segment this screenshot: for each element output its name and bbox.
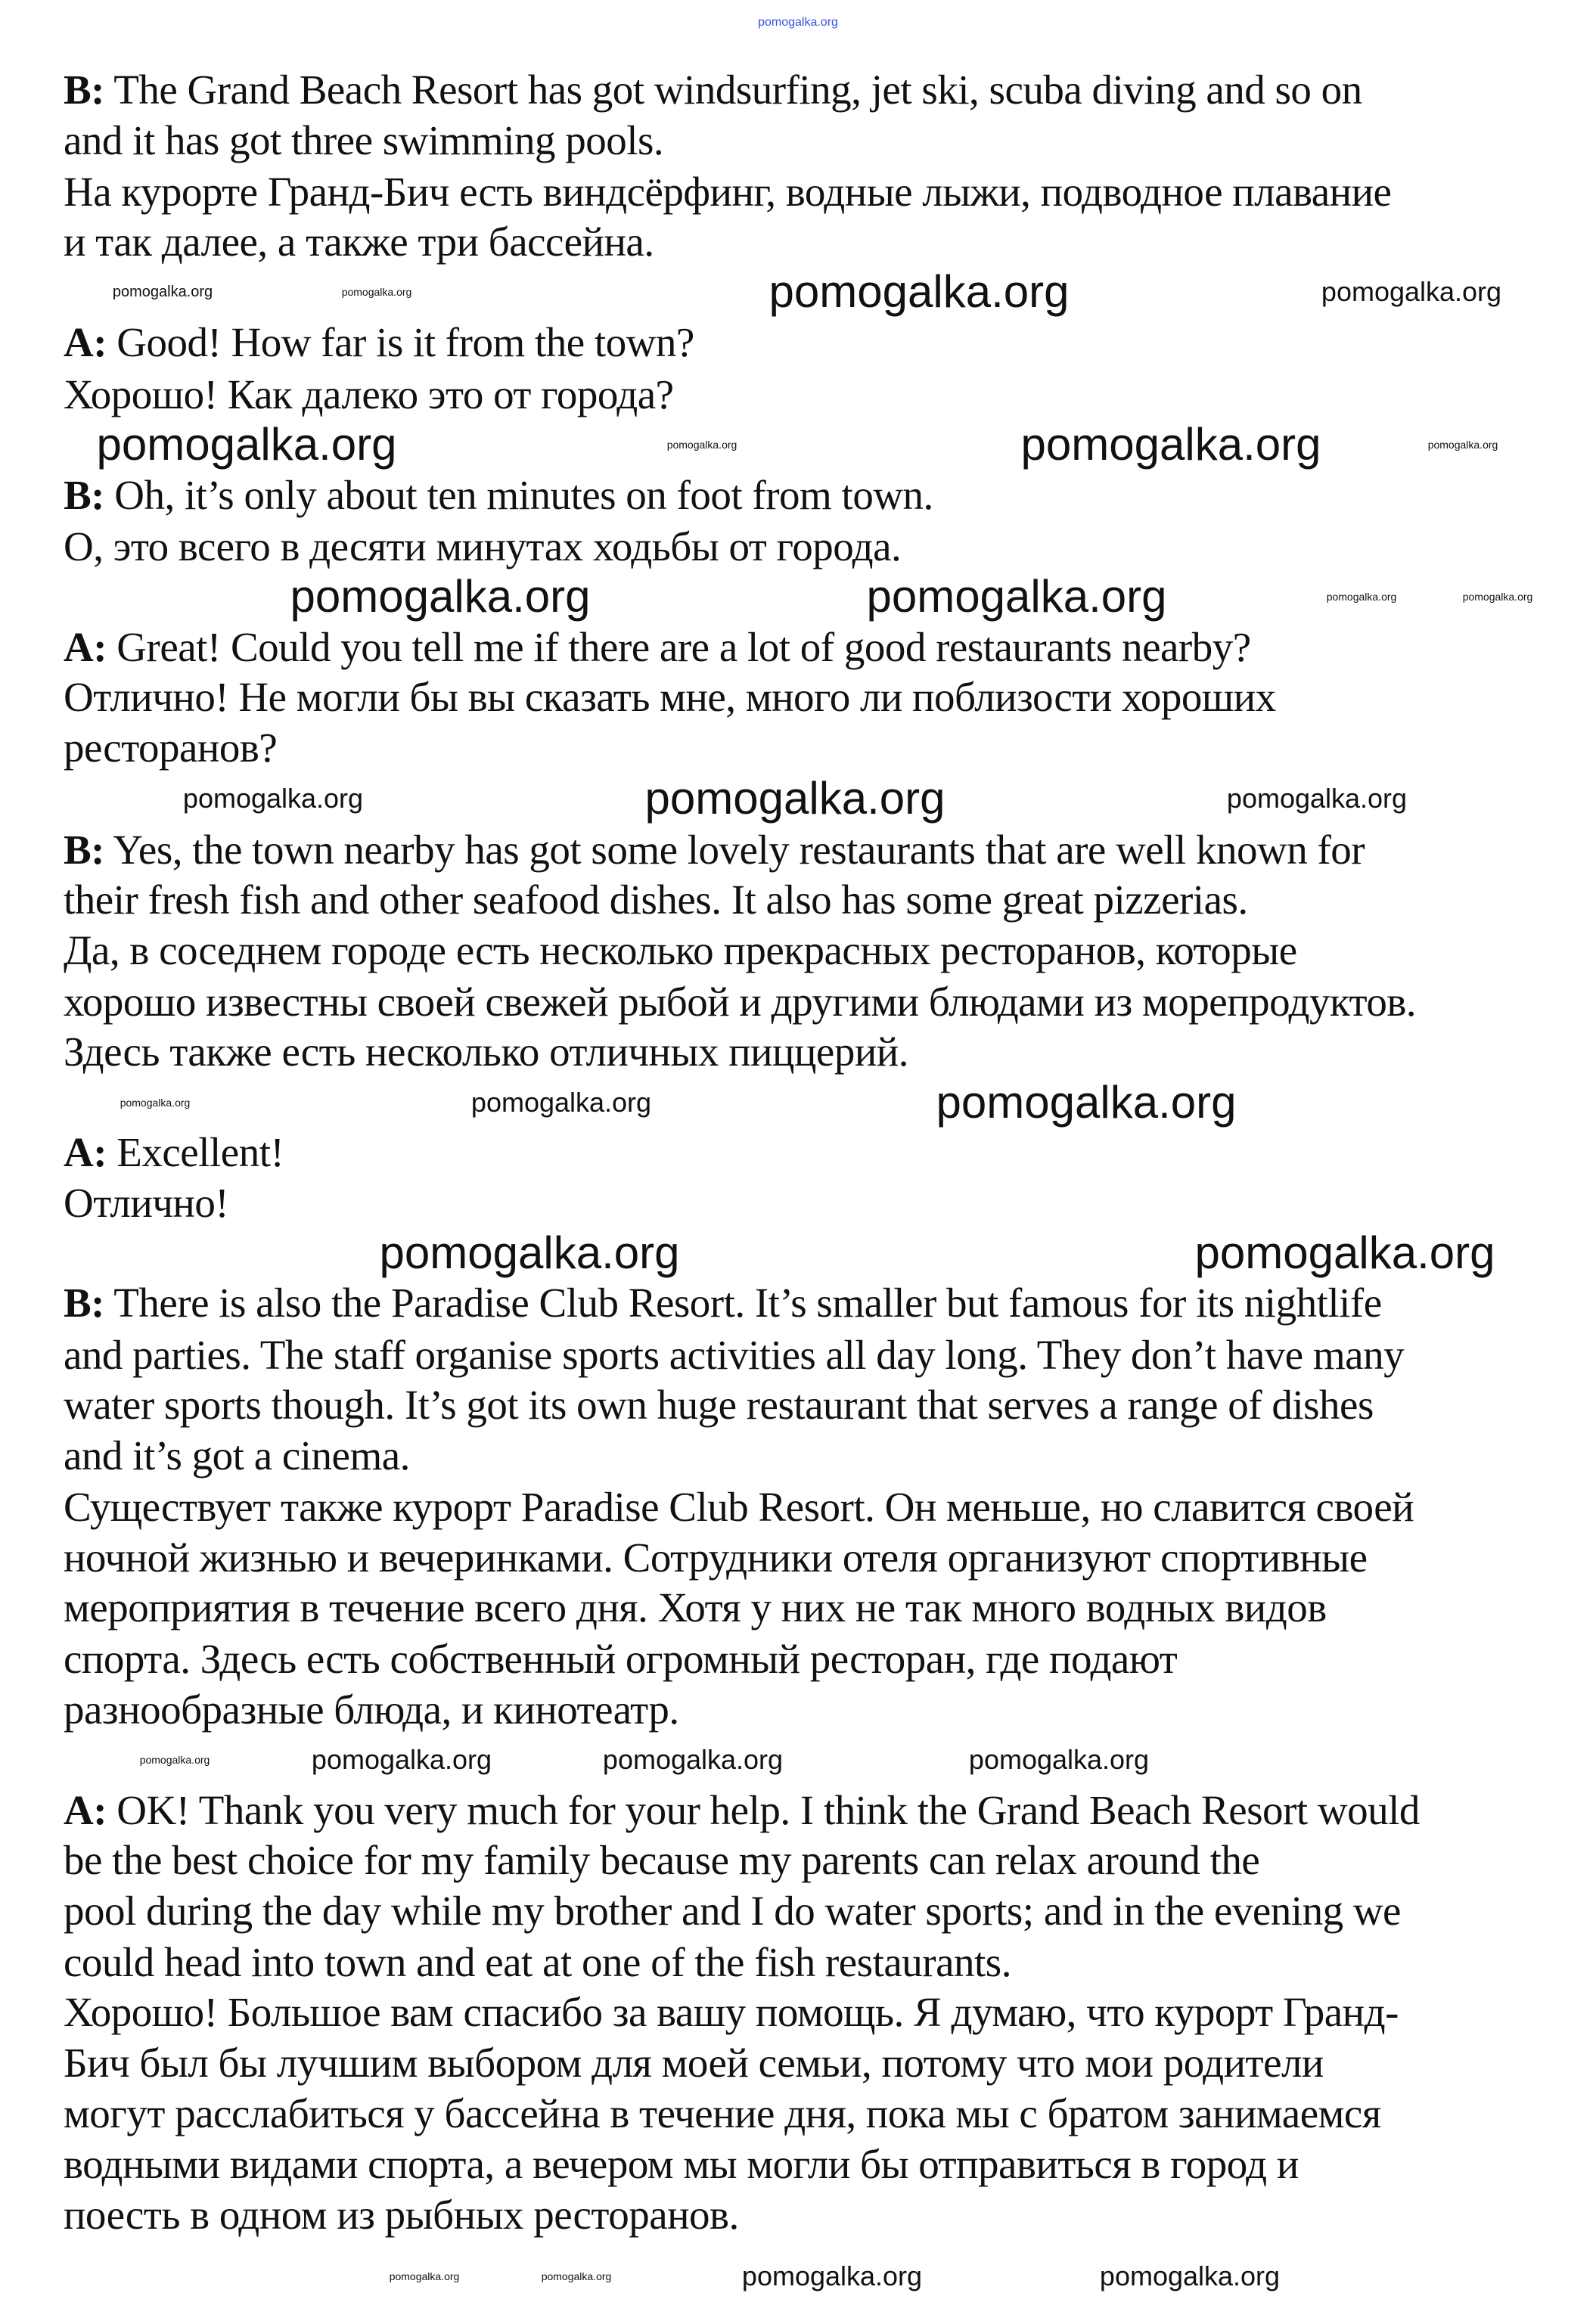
- watermark: pomogalka.org: [1194, 1227, 1495, 1278]
- watermark: pomogalka.org: [389, 2270, 460, 2282]
- line-text: Существует также курорт Paradise Club Resort. Он меньше, но славится своей: [64, 1484, 1414, 1530]
- text-line: [64, 1585, 1327, 1631]
- text-line: [64, 1838, 1259, 1883]
- text-line: [64, 1485, 1414, 1530]
- text-line: [64, 877, 1248, 923]
- speaker-label: B:: [64, 827, 104, 873]
- watermark: pomogalka.org: [470, 1087, 652, 1118]
- watermark: pomogalka.org: [182, 783, 364, 814]
- speaker-label: A:: [64, 1129, 107, 1175]
- text-line: [64, 320, 694, 365]
- line-text: be the best choice for my family because my parents can relax around the: [64, 1837, 1260, 1883]
- line-text: could head into town and eat at one of the fish restaurants.: [64, 1939, 1011, 1985]
- watermark: pomogalka.org: [96, 419, 397, 470]
- text-line: [64, 625, 1251, 670]
- watermark: pomogalka.org: [1321, 276, 1502, 307]
- text-line: [64, 725, 277, 771]
- line-text: Excellent!: [107, 1129, 284, 1175]
- line-text: There is also the Paradise Club Resort. It’s smaller but famous for its nightlife: [104, 1280, 1382, 1326]
- line-text: О, это всего в десяти минутах ходьбы от города.: [64, 523, 902, 569]
- line-text: Здесь также есть несколько отличных пиццерий.: [64, 1029, 908, 1075]
- line-text: Great! Could you tell me if there are a lot of good restaurants nearby?: [107, 624, 1251, 670]
- line-text: pool during the day while my brother and I do water sports; and in the evening we: [64, 1888, 1401, 1934]
- watermark: pomogalka.org: [769, 266, 1070, 317]
- line-text: Отлично! Не могли бы вы сказать мне, много ли поблизости хороших: [64, 674, 1276, 720]
- line-text: water sports though. It’s got its own huge restaurant that serves a range of dishes: [64, 1382, 1374, 1428]
- text-line: [64, 2040, 1324, 2086]
- text-line: [64, 67, 1362, 113]
- speaker-label: A:: [64, 319, 107, 365]
- text-line: [64, 1990, 1399, 2035]
- text-line: [64, 219, 654, 265]
- watermark: pomogalka.org: [1099, 2260, 1281, 2291]
- text-line: [64, 524, 901, 569]
- watermark: pomogalka.org: [644, 773, 945, 824]
- line-text: Good! How far is it from the town?: [107, 319, 694, 365]
- text-line: [64, 1535, 1368, 1581]
- watermark: pomogalka.org: [139, 1754, 210, 1766]
- line-text: мероприятия в течение всего дня. Хотя у них не так много водных видов: [64, 1584, 1327, 1631]
- watermark: pomogalka.org: [866, 571, 1167, 622]
- speaker-label: A:: [64, 1787, 107, 1833]
- text-line: [64, 1637, 1177, 1682]
- text-line: [64, 118, 663, 163]
- line-text: Хорошо! Как далеко это от города?: [64, 371, 674, 417]
- text-line: [64, 2192, 739, 2238]
- watermark: pomogalka.org: [602, 1744, 784, 1775]
- watermark: pomogalka.org: [666, 439, 737, 451]
- line-text: и так далее, а также три бассейна.: [64, 219, 654, 265]
- watermark: pomogalka.org: [1020, 419, 1321, 470]
- text-line: [64, 675, 1276, 720]
- line-text: Да, в соседнем городе есть несколько прекрасных ресторанов, которые: [64, 927, 1297, 973]
- text-line: [64, 473, 933, 518]
- watermark: pomogalka.org: [290, 571, 591, 622]
- text-line: [64, 1181, 228, 1226]
- text-line: [64, 1788, 1420, 1833]
- watermark: pomogalka.org: [541, 2270, 612, 2282]
- watermark: pomogalka.org: [311, 1744, 492, 1775]
- line-text: поесть в одном из рыбных ресторанов.: [64, 2192, 739, 2238]
- text-line: [64, 827, 1365, 873]
- text-line: [64, 2091, 1381, 2136]
- line-text: and it has got three swimming pools.: [64, 117, 664, 163]
- text-line: [64, 1029, 908, 1075]
- text-line: [64, 2142, 1299, 2187]
- text-line: [64, 1888, 1401, 1934]
- line-text: Yes, the town nearby has got some lovely restaurants that are well known for: [104, 827, 1365, 873]
- text-line: [64, 1382, 1374, 1428]
- speaker-label: B:: [64, 67, 104, 113]
- text-line: [64, 979, 1416, 1025]
- text-line: [64, 1433, 410, 1478]
- watermark: pomogalka.org: [379, 1227, 680, 1278]
- watermark: pomogalka.org: [1427, 439, 1498, 451]
- line-text: спорта. Здесь есть собственный огромный ресторан, где подают: [64, 1636, 1178, 1682]
- line-text: На курорте Гранд-Бич есть виндсёрфинг, водные лыжи, подводное плавание: [64, 169, 1392, 215]
- text-line: [64, 928, 1297, 973]
- line-text: хорошо известны своей свежей рыбой и другими блюдами из морепродуктов.: [64, 979, 1417, 1025]
- text-line: [64, 1130, 284, 1175]
- text-line: [64, 1280, 1382, 1326]
- line-text: Хорошо! Большое вам спасибо за вашу помощь. Я думаю, что курорт Гранд-: [64, 1989, 1399, 2035]
- watermark: pomogalka.org: [112, 284, 213, 300]
- line-text: разнообразные блюда, и кинотеатр.: [64, 1686, 679, 1733]
- line-text: OK! Thank you very much for your help. I think the Grand Beach Resort would: [107, 1787, 1420, 1833]
- watermark: pomogalka.org: [936, 1077, 1237, 1128]
- line-text: Бич был бы лучшим выбором для моей семьи, потому что мои родители: [64, 2040, 1324, 2086]
- line-text: водными видами спорта, а вечером мы могли бы отправиться в город и: [64, 2141, 1299, 2187]
- line-text: могут расслабиться у бассейна в течение дня, пока мы с братом занимаемся: [64, 2090, 1381, 2136]
- text-line: [64, 169, 1391, 215]
- line-text: and it’s got a cinema.: [64, 1432, 410, 1478]
- watermark: pomogalka.org: [741, 2260, 923, 2291]
- line-text: Отлично!: [64, 1180, 229, 1226]
- line-text: The Grand Beach Resort has got windsurfing, jet ski, scuba diving and so on: [104, 67, 1362, 113]
- line-text: and parties. The staff organise sports activities all day long. They don’t have many: [64, 1332, 1405, 1378]
- line-text: Oh, it’s only about ten minutes on foot from town.: [104, 472, 933, 518]
- text-line: [64, 1333, 1404, 1378]
- text-line: [64, 1940, 1011, 1985]
- line-text: ночной жизнью и вечеринками. Сотрудники отеля организуют спортивные: [64, 1534, 1368, 1581]
- watermark: pomogalka.org: [120, 1097, 191, 1109]
- text-line: [64, 1687, 679, 1733]
- line-text: ресторанов?: [64, 725, 278, 771]
- watermark: pomogalka.org: [1326, 591, 1397, 603]
- text-line: [64, 372, 674, 417]
- line-text: their fresh fish and other seafood dishes. It also has some great pizzerias.: [64, 877, 1248, 923]
- watermark: pomogalka.org: [758, 16, 838, 29]
- watermark: pomogalka.org: [1462, 591, 1533, 603]
- speaker-label: B:: [64, 1280, 104, 1326]
- watermark: pomogalka.org: [968, 1744, 1150, 1775]
- speaker-label: B:: [64, 472, 104, 518]
- watermark: pomogalka.org: [341, 286, 412, 298]
- watermark: pomogalka.org: [1226, 783, 1408, 814]
- speaker-label: A:: [64, 624, 107, 670]
